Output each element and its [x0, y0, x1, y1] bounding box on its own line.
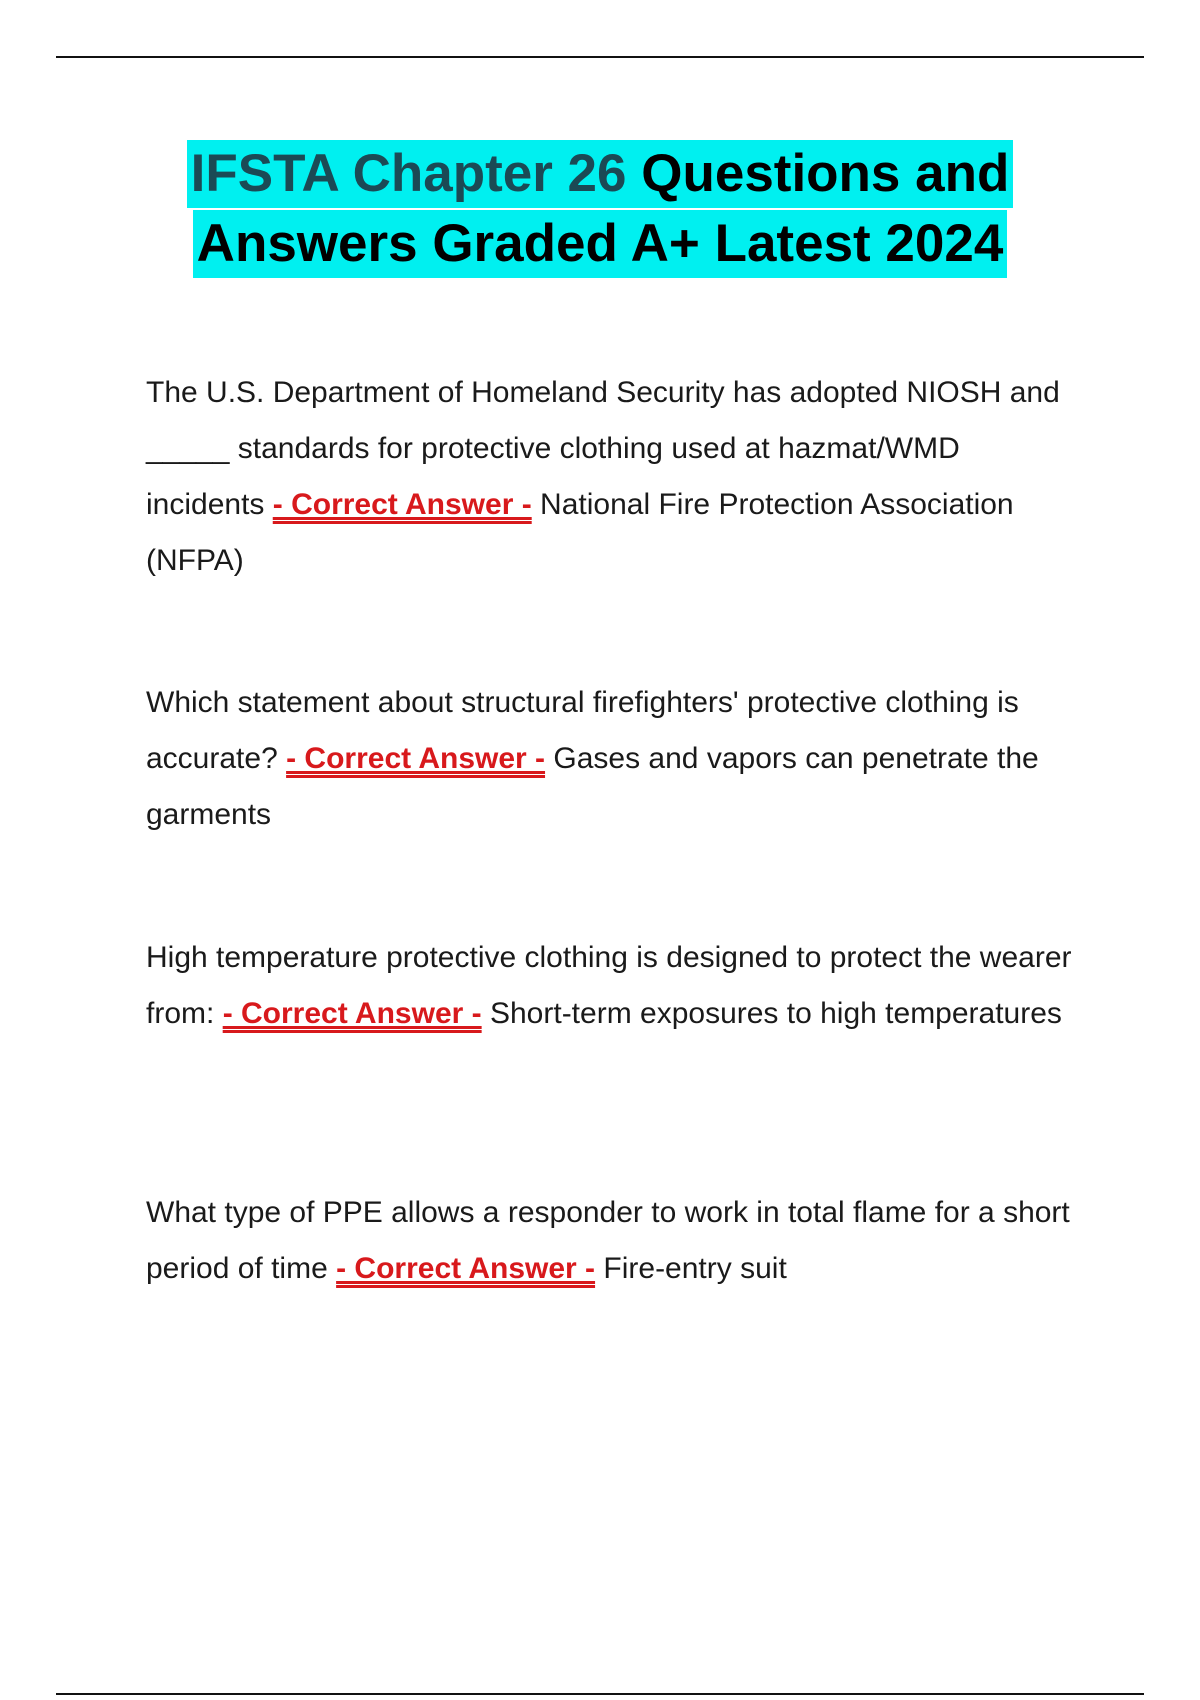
- correct-answer-marker[interactable]: - Correct Answer -: [222, 997, 482, 1030]
- answer-text: Fire-entry suit: [603, 1252, 787, 1285]
- question-text: Which statement about structural firefighters' protective clothing is accurate?: [146, 686, 1019, 775]
- answer-text: Gases and vapors can penetrate the garments: [146, 742, 1039, 831]
- correct-answer-marker[interactable]: - Correct Answer -: [336, 1252, 596, 1285]
- correct-answer-marker[interactable]: - Correct Answer -: [286, 742, 546, 775]
- title-accent: IFSTA Chapter 26: [190, 144, 627, 203]
- correct-answer-marker[interactable]: - Correct Answer -: [272, 488, 532, 521]
- qa-item: [146, 930, 1086, 1042]
- question-text: High temperature protective clothing is designed to protect the wearer from:: [146, 941, 1072, 1030]
- answer-text: Short-term exposures to high temperatures: [489, 997, 1062, 1030]
- bottom-divider: [56, 1693, 1144, 1695]
- question-text: The U.S. Department of Homeland Security has adopted NIOSH and _____ standards for protective clothing used at hazmat/WMD incidents: [146, 376, 1060, 521]
- title-line-1: [187, 140, 1014, 208]
- title-line-2: Answers Graded A+ Latest 2024: [193, 210, 1008, 278]
- top-divider: [56, 56, 1144, 58]
- answer-text: National Fire Protection Association (NFPA): [146, 488, 1014, 577]
- qa-item: [146, 365, 1086, 589]
- qa-item: [146, 1185, 1086, 1297]
- question-text: What type of PPE allows a responder to work in total flame for a short period of time: [146, 1196, 1070, 1285]
- qa-item: [146, 675, 1086, 843]
- document-title: [0, 140, 1200, 278]
- title-rest: Questions and: [626, 144, 1010, 203]
